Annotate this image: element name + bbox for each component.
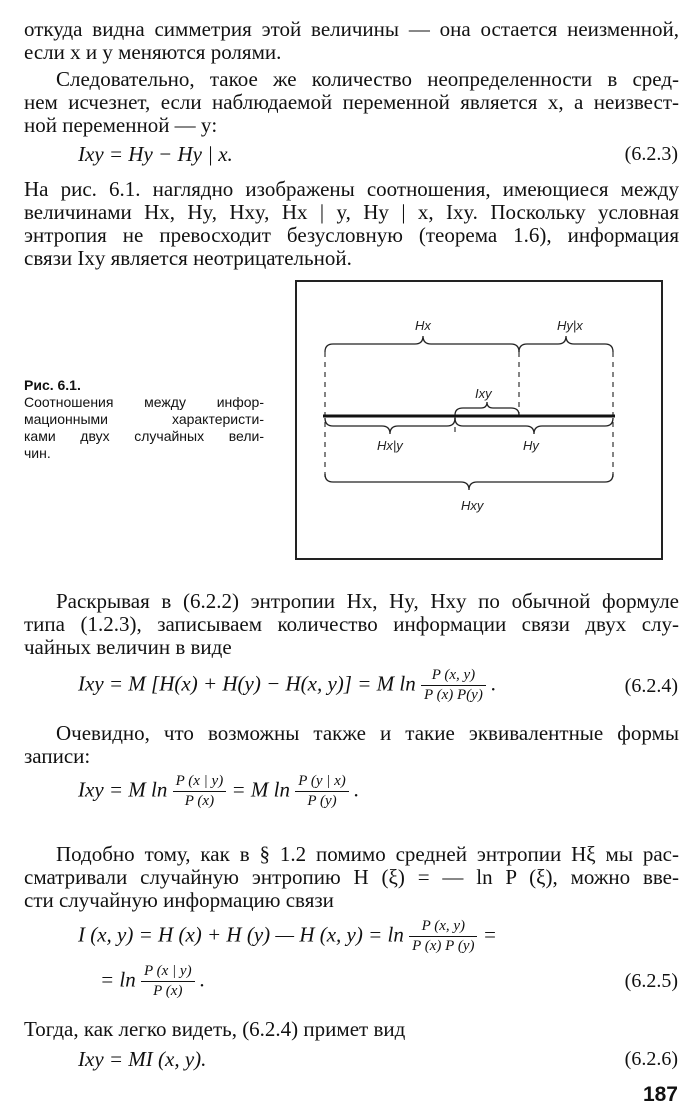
equation-6-2-6 bbox=[78, 1046, 206, 1072]
fraction bbox=[409, 917, 477, 956]
fraction bbox=[173, 772, 227, 811]
text-line: энтропия не превосходит безусловную (теорема 1.6), информация bbox=[24, 223, 679, 247]
paragraph-6 bbox=[24, 843, 679, 912]
text-line: если x и y меняются ролями. bbox=[24, 40, 282, 64]
caption-line: Соотношения между инфор- bbox=[24, 394, 264, 410]
equation-tail: . bbox=[354, 777, 360, 802]
text-line: типа (1.2.3), записываем количество информации связи двух слу- bbox=[24, 612, 679, 636]
paragraph-7 bbox=[24, 1018, 679, 1041]
numerator: P (y | x) bbox=[295, 772, 349, 792]
page-number: 187 bbox=[642, 1083, 678, 1106]
equation-6-2-5-line1 bbox=[78, 917, 497, 956]
caption-line: мационными характеристи- bbox=[24, 411, 264, 427]
caption-line: чин. bbox=[24, 445, 51, 461]
paragraph-3 bbox=[24, 178, 679, 270]
equation-tail: . bbox=[199, 967, 206, 992]
fraction bbox=[295, 772, 349, 811]
label-hy: Hy bbox=[523, 438, 539, 453]
brace-ixy bbox=[455, 402, 519, 415]
figure-6-1 bbox=[295, 280, 663, 560]
text-line: Раскрывая в (6.2.2) энтропии Hx, Hy, Hxy по обычной формуле bbox=[56, 589, 679, 613]
text-line: сматривали случайную энтропию H (ξ) = — ln P (ξ), можно вве- bbox=[24, 865, 679, 889]
figure-caption bbox=[24, 377, 264, 462]
equation-lhs: = ln bbox=[100, 967, 136, 992]
equation-formula: Ixy = MI (x, y). bbox=[78, 1047, 207, 1071]
paragraph-1 bbox=[24, 18, 679, 64]
equation-number: (6.2.4) bbox=[624, 675, 678, 697]
denominator: P (x) bbox=[153, 983, 183, 999]
paragraph-2 bbox=[24, 68, 679, 137]
brace-hy bbox=[455, 418, 613, 434]
fraction bbox=[421, 666, 486, 705]
numerator: P (x, y) bbox=[409, 917, 477, 937]
text-line: На рис. 6.1. наглядно изображены соотношения, имеющиеся между bbox=[24, 177, 679, 201]
entropy-diagram bbox=[297, 282, 661, 558]
caption-title: Рис. 6.1. bbox=[24, 377, 81, 393]
text-line: ной переменной — y: bbox=[24, 113, 218, 137]
fraction bbox=[141, 962, 195, 1001]
brace-hyx bbox=[519, 336, 613, 352]
label-hx: Hx bbox=[415, 318, 431, 333]
equation-number: (6.2.3) bbox=[624, 143, 678, 165]
denominator: P (y) bbox=[307, 793, 337, 809]
label-hxy-cond: Hx|y bbox=[377, 438, 403, 453]
text-line: Тогда, как легко видеть, (6.2.4) примет вид bbox=[24, 1017, 406, 1041]
brace-hxy-cond bbox=[325, 418, 455, 434]
numerator: P (x, y) bbox=[421, 666, 486, 686]
brace-hx bbox=[325, 336, 519, 352]
text-line: сти случайную информацию связи bbox=[24, 888, 334, 912]
label-hxy: Hxy bbox=[461, 498, 484, 513]
equation-lhs: Ixy = M [H(x) + H(y) − H(x, y)] = M ln bbox=[78, 671, 416, 696]
text-line: величинами Hx, Hy, Hxy, Hx | y, Hy | x, Ixy. Поскольку условная bbox=[24, 200, 679, 224]
paragraph-5 bbox=[24, 722, 679, 768]
denominator: P (x) P (y) bbox=[412, 938, 475, 954]
equation-number: (6.2.5) bbox=[624, 970, 678, 992]
denominator: P (x) bbox=[184, 793, 215, 809]
numerator: P (x | y) bbox=[141, 962, 195, 982]
equation-6-2-4 bbox=[78, 666, 496, 705]
equation-formula: Ixy = Hy − Hy | x. bbox=[78, 142, 233, 166]
text-line: Очевидно, что возможны также и такие эквивалентные формы bbox=[56, 721, 679, 745]
paragraph-4 bbox=[24, 590, 679, 659]
caption-line: ками двух случайных вели- bbox=[24, 428, 264, 444]
text-line: связи Ixy является неотрицательной. bbox=[24, 246, 352, 270]
equation-6-2-3 bbox=[78, 141, 233, 167]
numerator: P (x | y) bbox=[173, 772, 227, 792]
text-line: нем исчезнет, если наблюдаемой переменной является x, а неизвест- bbox=[24, 90, 679, 114]
text-line: записи: bbox=[24, 744, 91, 768]
equation-tail: . bbox=[491, 671, 497, 696]
label-hyx: Hy|x bbox=[557, 318, 583, 333]
equation-equivalent bbox=[78, 772, 359, 811]
text-line: Подобно тому, как в § 1.2 помимо средней энтропии Hξ мы рас- bbox=[56, 842, 679, 866]
text-line: Следовательно, такое же количество неопределенности в сред- bbox=[56, 67, 679, 91]
denominator: P (x) P(y) bbox=[423, 687, 483, 703]
equation-tail: = bbox=[482, 922, 497, 947]
equation-6-2-5-line2 bbox=[100, 962, 205, 1001]
text-line: чайных величин в виде bbox=[24, 635, 232, 659]
equation-lhs: Ixy = M ln bbox=[78, 777, 168, 802]
equation-mid: = M ln bbox=[231, 777, 290, 802]
equation-lhs: I (x, y) = H (x) + H (y) — H (x, y) = ln bbox=[78, 922, 404, 947]
equation-number: (6.2.6) bbox=[624, 1048, 678, 1070]
text-line: откуда видна симметрия этой величины — она остается неизменной, bbox=[24, 17, 679, 41]
brace-hxy bbox=[325, 474, 613, 490]
label-ixy: Ixy bbox=[475, 386, 492, 401]
